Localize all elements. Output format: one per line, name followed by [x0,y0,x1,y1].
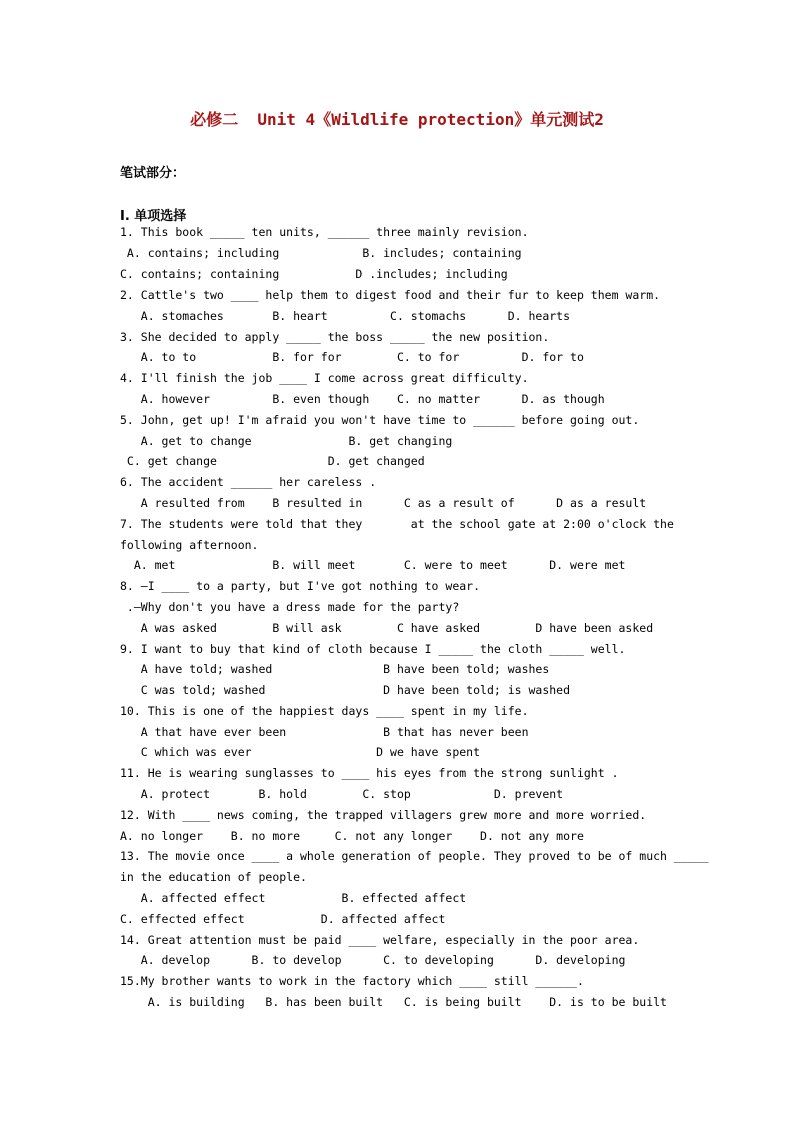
answer-line: C which was ever D we have spent [120,745,481,759]
question-line: 9. I want to buy that kind of cloth because I _____ the cloth _____ well. [120,642,626,656]
question-line: 14. Great attention must be paid ____ welfare, especially in the poor area. [120,933,640,947]
answer-line: A. protect B. hold C. stop D. prevent [120,787,564,801]
answer-line: A. met B. will meet C. were to meet D. were met [120,558,626,572]
question-line: 11. He is wearing sunglasses to ____ his eyes from the strong sunlight . [120,766,619,780]
question-line: 1. This book _____ ten units, ______ three mainly revision. [120,225,529,239]
answer-line: A. get to change B. get changing [120,434,453,448]
answer-line: A. to to B. for for C. to for D. for to [120,350,584,364]
answer-line: C. contains; containing D .includes; including [120,267,508,281]
answer-line: A. contains; including B. includes; containing [120,246,522,260]
question-line: 8. —I ____ to a party, but I've got nothing to wear. [120,579,481,593]
answer-line: C was told; washed D have been told; is washed [120,683,571,697]
answer-line: A resulted from B resulted in C as a result of D as a result [120,496,647,510]
section-one-heading: I. 单项选择 [120,209,187,224]
question-line: 3. She decided to apply _____ the boss _____ the new position. [120,330,550,344]
answer-line: A. is building B. has been built C. is being built D. is to be built [120,995,667,1009]
answer-line: A. however B. even though C. no matter D. as though [120,392,605,406]
question-line: 2. Cattle's two ____ help them to digest food and their fur to keep them warm. [120,288,661,302]
question-line: 4. I'll finish the job ____ I come across great difficulty. [120,371,529,385]
answer-line: A that have ever been B that has never been [120,725,529,739]
question-line: 12. With ____ news coming, the trapped villagers grew more and more worried. [120,808,647,822]
question-line: .—Why don't you have a dress made for the party? [120,600,460,614]
question-line: 5. John, get up! I'm afraid you won't have time to ______ before going out. [120,413,640,427]
question-line: 7. The students were told that they at the school gate at 2:00 o'clock the [120,517,674,531]
question-line: 13. The movie once ____ a whole generation of people. They proved to be of much _____ [120,849,709,863]
page-title: 必修二 Unit 4《Wildlife protection》单元测试2 [190,110,604,129]
answer-line: A. develop B. to develop C. to developing D. developing [120,953,626,967]
answer-line: A. no longer B. no more C. not any longer D. not any more [120,829,584,843]
question-line: 15.My brother wants to work in the factory which ____ still ______. [120,974,584,988]
written-section-heading: 笔试部分： [120,166,186,181]
question-line: in the education of people. [120,870,307,884]
answer-line: A. affected effect B. effected affect [120,891,467,905]
question-line: 6. The accident ______ her careless . [120,475,377,489]
answer-line: C. get change D. get changed [120,454,425,468]
answer-line: A. stomaches B. heart C. stomachs D. hearts [120,309,571,323]
answer-line: A have told; washed B have been told; washes [120,662,550,676]
answer-line: A was asked B will ask C have asked D have been asked [120,621,654,635]
question-line: 10. This is one of the happiest days ____ spent in my life. [120,704,529,718]
question-line: following afternoon. [120,538,259,552]
answer-line: C. effected effect D. affected affect [120,912,446,926]
